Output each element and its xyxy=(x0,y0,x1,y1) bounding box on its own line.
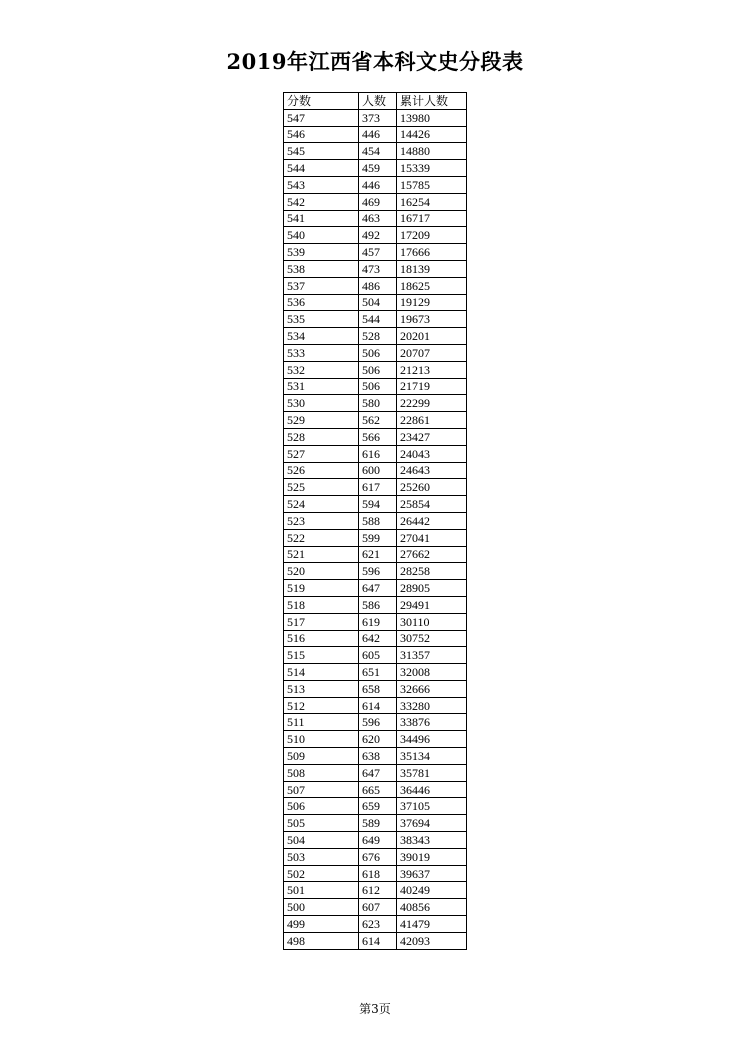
cell-count: 486 xyxy=(359,277,397,294)
cell-cumulative: 22861 xyxy=(397,412,467,429)
cell-score: 528 xyxy=(284,428,359,445)
cell-count: 623 xyxy=(359,916,397,933)
cell-score: 539 xyxy=(284,244,359,261)
table-row xyxy=(284,428,467,445)
table-row xyxy=(284,697,467,714)
cell-score: 502 xyxy=(284,865,359,882)
cell-score: 532 xyxy=(284,361,359,378)
cell-cumulative: 19129 xyxy=(397,294,467,311)
cell-cumulative: 32008 xyxy=(397,664,467,681)
cell-count: 658 xyxy=(359,680,397,697)
cell-count: 446 xyxy=(359,176,397,193)
cell-score: 514 xyxy=(284,664,359,681)
table-row xyxy=(284,311,467,328)
cell-cumulative: 17209 xyxy=(397,227,467,244)
table-row xyxy=(284,395,467,412)
cell-cumulative: 37105 xyxy=(397,798,467,815)
cell-count: 651 xyxy=(359,664,397,681)
cell-count: 586 xyxy=(359,596,397,613)
table-row xyxy=(284,916,467,933)
table-row xyxy=(284,630,467,647)
cell-count: 620 xyxy=(359,731,397,748)
table-row xyxy=(284,462,467,479)
cell-count: 373 xyxy=(359,109,397,126)
cell-score: 535 xyxy=(284,311,359,328)
header-count: 人数 xyxy=(359,93,397,110)
table-row xyxy=(284,260,467,277)
cell-count: 614 xyxy=(359,932,397,949)
table-row xyxy=(284,664,467,681)
cell-cumulative: 39019 xyxy=(397,848,467,865)
cell-cumulative: 25854 xyxy=(397,496,467,513)
cell-cumulative: 28258 xyxy=(397,563,467,580)
cell-cumulative: 15785 xyxy=(397,176,467,193)
cell-score: 523 xyxy=(284,512,359,529)
cell-cumulative: 33876 xyxy=(397,714,467,731)
cell-cumulative: 20201 xyxy=(397,328,467,345)
cell-cumulative: 24643 xyxy=(397,462,467,479)
cell-count: 492 xyxy=(359,227,397,244)
cell-score: 515 xyxy=(284,647,359,664)
cell-score: 525 xyxy=(284,479,359,496)
table-row xyxy=(284,512,467,529)
cell-count: 544 xyxy=(359,311,397,328)
table-row xyxy=(284,412,467,429)
table-row xyxy=(284,596,467,613)
table-row xyxy=(284,479,467,496)
cell-count: 614 xyxy=(359,697,397,714)
cell-score: 519 xyxy=(284,580,359,597)
table-row xyxy=(284,680,467,697)
cell-count: 659 xyxy=(359,798,397,815)
table-row xyxy=(284,378,467,395)
cell-cumulative: 28905 xyxy=(397,580,467,597)
cell-count: 642 xyxy=(359,630,397,647)
cell-cumulative: 16717 xyxy=(397,210,467,227)
table-row xyxy=(284,328,467,345)
cell-score: 540 xyxy=(284,227,359,244)
cell-cumulative: 20707 xyxy=(397,344,467,361)
table-row xyxy=(284,445,467,462)
cell-score: 522 xyxy=(284,529,359,546)
cell-score: 534 xyxy=(284,328,359,345)
cell-cumulative: 25260 xyxy=(397,479,467,496)
cell-count: 600 xyxy=(359,462,397,479)
cell-count: 647 xyxy=(359,580,397,597)
cell-cumulative: 19673 xyxy=(397,311,467,328)
cell-count: 649 xyxy=(359,832,397,849)
cell-score: 511 xyxy=(284,714,359,731)
cell-count: 459 xyxy=(359,160,397,177)
page-number: 第3页 xyxy=(359,1002,391,1016)
cell-score: 507 xyxy=(284,781,359,798)
cell-score: 501 xyxy=(284,882,359,899)
header-score: 分数 xyxy=(284,93,359,110)
table-row xyxy=(284,529,467,546)
cell-cumulative: 32666 xyxy=(397,680,467,697)
cell-score: 508 xyxy=(284,764,359,781)
cell-score: 530 xyxy=(284,395,359,412)
cell-count: 618 xyxy=(359,865,397,882)
table-row xyxy=(284,815,467,832)
cell-score: 520 xyxy=(284,563,359,580)
cell-count: 589 xyxy=(359,815,397,832)
cell-cumulative: 40856 xyxy=(397,899,467,916)
table-row xyxy=(284,764,467,781)
cell-score: 527 xyxy=(284,445,359,462)
table-row xyxy=(284,126,467,143)
cell-count: 607 xyxy=(359,899,397,916)
cell-count: 621 xyxy=(359,546,397,563)
cell-cumulative: 16254 xyxy=(397,193,467,210)
cell-cumulative: 15339 xyxy=(397,160,467,177)
cell-count: 665 xyxy=(359,781,397,798)
table-row xyxy=(284,731,467,748)
cell-cumulative: 18139 xyxy=(397,260,467,277)
table-row xyxy=(284,798,467,815)
table-row xyxy=(284,932,467,949)
cell-count: 594 xyxy=(359,496,397,513)
cell-count: 616 xyxy=(359,445,397,462)
table-row xyxy=(284,714,467,731)
cell-score: 505 xyxy=(284,815,359,832)
cell-cumulative: 31357 xyxy=(397,647,467,664)
cell-cumulative: 35134 xyxy=(397,748,467,765)
table-row xyxy=(284,781,467,798)
table-header-row xyxy=(284,93,467,110)
cell-score: 538 xyxy=(284,260,359,277)
table-row xyxy=(284,344,467,361)
table-row xyxy=(284,210,467,227)
cell-cumulative: 38343 xyxy=(397,832,467,849)
cell-score: 506 xyxy=(284,798,359,815)
cell-count: 599 xyxy=(359,529,397,546)
cell-cumulative: 22299 xyxy=(397,395,467,412)
cell-cumulative: 30110 xyxy=(397,613,467,630)
cell-count: 457 xyxy=(359,244,397,261)
cell-cumulative: 17666 xyxy=(397,244,467,261)
cell-score: 529 xyxy=(284,412,359,429)
cell-score: 504 xyxy=(284,832,359,849)
cell-cumulative: 23427 xyxy=(397,428,467,445)
cell-score: 543 xyxy=(284,176,359,193)
cell-score: 498 xyxy=(284,932,359,949)
cell-score: 547 xyxy=(284,109,359,126)
table-row xyxy=(284,580,467,597)
table-row xyxy=(284,294,467,311)
cell-count: 580 xyxy=(359,395,397,412)
cell-count: 506 xyxy=(359,344,397,361)
cell-cumulative: 33280 xyxy=(397,697,467,714)
table-row xyxy=(284,748,467,765)
cell-count: 596 xyxy=(359,714,397,731)
cell-cumulative: 18625 xyxy=(397,277,467,294)
cell-score: 512 xyxy=(284,697,359,714)
cell-cumulative: 34496 xyxy=(397,731,467,748)
table-row xyxy=(284,143,467,160)
cell-score: 524 xyxy=(284,496,359,513)
cell-count: 617 xyxy=(359,479,397,496)
cell-score: 545 xyxy=(284,143,359,160)
cell-count: 619 xyxy=(359,613,397,630)
header-cumulative: 累计人数 xyxy=(397,93,467,110)
cell-score: 533 xyxy=(284,344,359,361)
cell-count: 528 xyxy=(359,328,397,345)
cell-count: 588 xyxy=(359,512,397,529)
cell-score: 516 xyxy=(284,630,359,647)
cell-cumulative: 26442 xyxy=(397,512,467,529)
score-distribution-table xyxy=(283,92,467,950)
cell-cumulative: 27041 xyxy=(397,529,467,546)
table-row xyxy=(284,546,467,563)
cell-count: 463 xyxy=(359,210,397,227)
cell-score: 499 xyxy=(284,916,359,933)
cell-count: 469 xyxy=(359,193,397,210)
cell-cumulative: 13980 xyxy=(397,109,467,126)
cell-score: 537 xyxy=(284,277,359,294)
cell-score: 546 xyxy=(284,126,359,143)
cell-cumulative: 29491 xyxy=(397,596,467,613)
cell-count: 647 xyxy=(359,764,397,781)
cell-cumulative: 36446 xyxy=(397,781,467,798)
cell-score: 518 xyxy=(284,596,359,613)
cell-score: 536 xyxy=(284,294,359,311)
cell-score: 521 xyxy=(284,546,359,563)
table-row xyxy=(284,865,467,882)
cell-count: 473 xyxy=(359,260,397,277)
table-row xyxy=(284,244,467,261)
cell-cumulative: 30752 xyxy=(397,630,467,647)
cell-score: 500 xyxy=(284,899,359,916)
cell-count: 676 xyxy=(359,848,397,865)
cell-count: 605 xyxy=(359,647,397,664)
cell-count: 562 xyxy=(359,412,397,429)
cell-score: 526 xyxy=(284,462,359,479)
page-title: 2019年江西省本科文史分段表 xyxy=(226,49,524,74)
cell-score: 517 xyxy=(284,613,359,630)
table-row xyxy=(284,496,467,513)
cell-count: 506 xyxy=(359,378,397,395)
cell-count: 596 xyxy=(359,563,397,580)
table-row xyxy=(284,647,467,664)
cell-cumulative: 42093 xyxy=(397,932,467,949)
cell-cumulative: 21719 xyxy=(397,378,467,395)
cell-cumulative: 41479 xyxy=(397,916,467,933)
cell-cumulative: 14426 xyxy=(397,126,467,143)
cell-cumulative: 27662 xyxy=(397,546,467,563)
cell-score: 531 xyxy=(284,378,359,395)
table-row xyxy=(284,832,467,849)
cell-cumulative: 39637 xyxy=(397,865,467,882)
table-row xyxy=(284,613,467,630)
table-row xyxy=(284,176,467,193)
cell-count: 566 xyxy=(359,428,397,445)
table-row xyxy=(284,193,467,210)
cell-count: 504 xyxy=(359,294,397,311)
cell-cumulative: 24043 xyxy=(397,445,467,462)
cell-score: 510 xyxy=(284,731,359,748)
cell-count: 446 xyxy=(359,126,397,143)
cell-score: 541 xyxy=(284,210,359,227)
table-row xyxy=(284,899,467,916)
cell-score: 544 xyxy=(284,160,359,177)
table-row xyxy=(284,563,467,580)
cell-cumulative: 35781 xyxy=(397,764,467,781)
table-row xyxy=(284,227,467,244)
table-body xyxy=(284,109,467,949)
table-row xyxy=(284,361,467,378)
cell-count: 612 xyxy=(359,882,397,899)
cell-score: 542 xyxy=(284,193,359,210)
cell-cumulative: 40249 xyxy=(397,882,467,899)
cell-count: 454 xyxy=(359,143,397,160)
table-row xyxy=(284,277,467,294)
table-row xyxy=(284,109,467,126)
cell-cumulative: 21213 xyxy=(397,361,467,378)
cell-score: 513 xyxy=(284,680,359,697)
table-row xyxy=(284,160,467,177)
cell-count: 506 xyxy=(359,361,397,378)
table-row xyxy=(284,848,467,865)
cell-count: 638 xyxy=(359,748,397,765)
cell-cumulative: 37694 xyxy=(397,815,467,832)
table-row xyxy=(284,882,467,899)
cell-cumulative: 14880 xyxy=(397,143,467,160)
cell-score: 509 xyxy=(284,748,359,765)
cell-score: 503 xyxy=(284,848,359,865)
